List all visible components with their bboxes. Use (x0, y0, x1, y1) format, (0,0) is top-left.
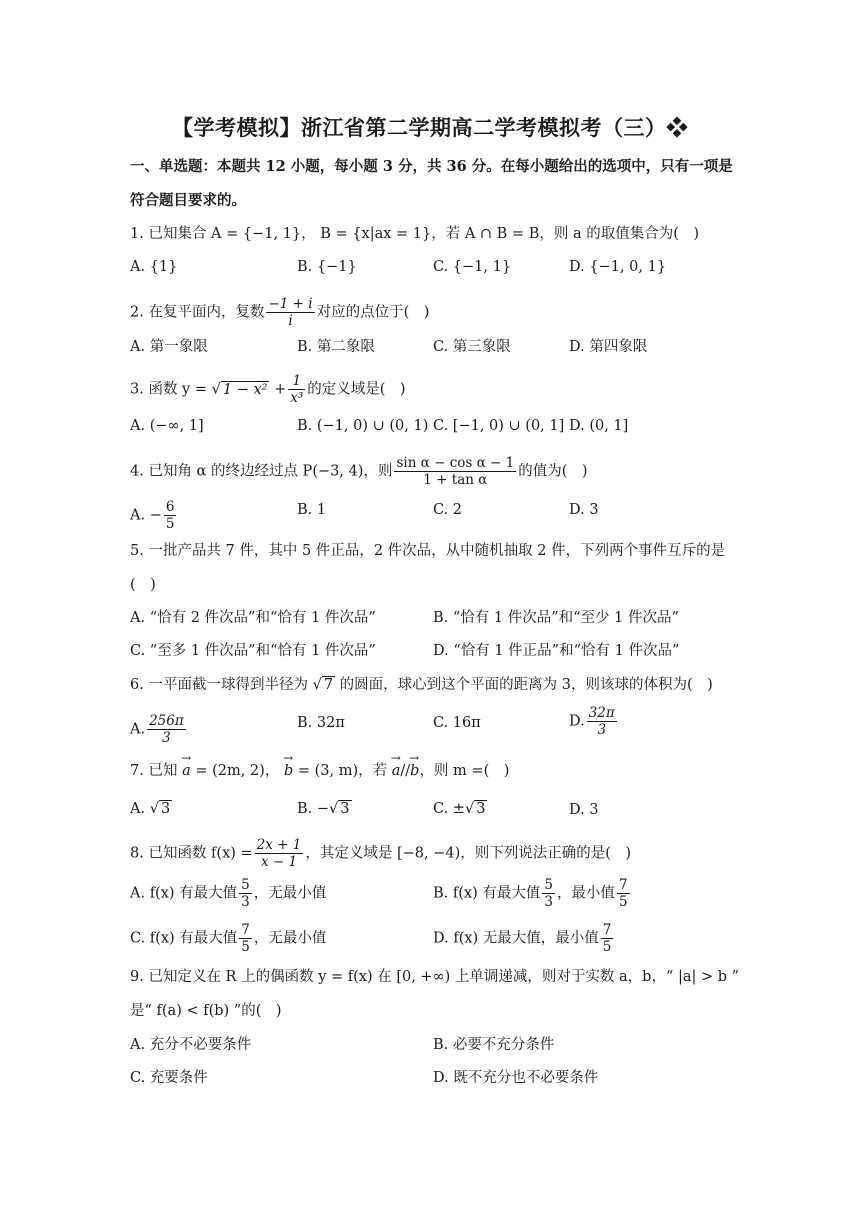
question-3-fraction (288, 373, 305, 406)
question-6-option-d-den: 3 (597, 722, 607, 738)
question-6-option-d-pre: D. (569, 713, 585, 730)
question-8-option-a-num: 5 (241, 877, 250, 893)
question-4-option-a (130, 499, 178, 532)
question-8-option-a-post: ，无最小值 (253, 885, 327, 902)
question-1-option-c: C. {−1, 1} (433, 259, 512, 275)
question-3-radicand: 1 − x² (222, 381, 268, 398)
question-2-denominator: i (288, 313, 293, 329)
question-7-mid1: = (2m, 2)， (195, 763, 280, 779)
question-8-option-d (433, 922, 615, 955)
question-6-pre: 6. 一平面截一球得到半径为 (130, 677, 308, 693)
question-8-option-c (130, 922, 326, 955)
question-2-numerator: −1 + i (268, 296, 313, 312)
question-3-pre: 3. 函数 y = (130, 381, 208, 398)
question-2-stem (130, 296, 429, 329)
question-2-option-c: C. 第三象限 (433, 339, 511, 355)
question-7-option-a-radicand: 3 (160, 801, 171, 817)
question-2-option-d: D. 第四象限 (569, 339, 648, 355)
question-3-option-d: D. (0, 1] (569, 418, 629, 434)
question-2-pre: 2. 在复平面内，复数 (130, 304, 265, 321)
question-6-option-c: C. 16π (433, 715, 481, 731)
question-5-option-b: B. “恰有 1 件次品”和“至少 1 件次品” (433, 610, 679, 626)
section-heading-line2: 符合题目要求的。 (130, 192, 246, 209)
question-1-stem: 1. 已知集合 A = {−1, 1}， B = {x|ax = 1}，若 A ∩ B = B，则 a 的取值集合为( ) (130, 226, 700, 242)
question-7-option-c-pre: C. ± (433, 801, 465, 817)
question-6-post: 的圆面，球心到这个平面的距离为 3，则该球的体积为( ) (339, 677, 713, 693)
question-9-option-c: C. 充要条件 (130, 1070, 208, 1086)
question-8-pre: 8. 已知函数 f(x) = (130, 845, 253, 862)
question-7-option-b-radicand: 3 (340, 801, 350, 817)
question-4-option-a-den: 5 (165, 516, 175, 532)
question-5-option-d: D. “恰有 1 件正品”和“恰有 1 件次品” (433, 643, 680, 659)
sqrt-sign: √ (329, 801, 339, 817)
question-7-option-a-pre: A. (130, 801, 146, 817)
vector-a: → a (182, 761, 191, 781)
question-8-option-b (433, 877, 632, 910)
sqrt-sign: √ (312, 677, 322, 693)
question-8-option-b-pre: B. f(x) 有最大值 (433, 885, 541, 902)
question-7-option-c (433, 799, 487, 819)
question-8-option-b-fraction2 (617, 877, 630, 910)
question-5-option-a: A. “恰有 2 件次品”和“恰有 1 件次品” (130, 610, 376, 626)
section-heading-line1: 一、单选题：本题共 12 小题，每小题 3 分，共 36 分。在每小题给出的选项中，只有一项是 (130, 158, 733, 175)
question-8-fraction (255, 837, 304, 870)
question-4-stem (130, 455, 588, 488)
question-6-stem (130, 675, 713, 695)
question-4-option-a-fraction (164, 499, 177, 532)
question-4-option-c: C. 2 (433, 502, 463, 518)
question-8-post: ，其定义域是 [−8, −4)，则下列说法正确的是( ) (305, 845, 632, 862)
question-9-option-a: A. 充分不必要条件 (130, 1037, 252, 1053)
question-7-mid2: = (3, m)，若 (297, 763, 388, 779)
vector-b: → b (284, 761, 293, 781)
question-9-option-b: B. 必要不充分条件 (433, 1037, 555, 1053)
question-3-numerator: 1 (288, 373, 305, 390)
question-8-option-c-pre: C. f(x) 有最大值 (130, 930, 238, 947)
sqrt-sign: √ (464, 801, 475, 817)
question-8-option-b-den: 3 (544, 894, 553, 910)
question-5-stem-cont: ( ) (130, 577, 156, 593)
question-7-option-c-radicand: 3 (476, 801, 486, 817)
question-5-option-c: C. “至多 1 件次品”和“恰有 1 件次品” (130, 643, 376, 659)
question-2-post: 对应的点位于( ) (316, 304, 430, 321)
question-7-pre: 7. 已知 (130, 763, 178, 779)
question-8-option-c-den: 5 (241, 939, 250, 955)
question-2-option-b: B. 第二象限 (297, 339, 375, 355)
question-6-option-a-den: 3 (162, 730, 171, 746)
question-2-fraction (266, 296, 314, 329)
question-2-option-a: A. 第一象限 (130, 339, 208, 355)
question-8-option-a-pre: A. f(x) 有最大值 (130, 885, 238, 902)
question-8-option-a (130, 877, 326, 910)
question-8-option-c-post: ，无最小值 (253, 930, 327, 947)
page-title: 【学考模拟】浙江省第二学期高二学考模拟考（三）❖ (172, 115, 688, 140)
question-6-option-a-fraction (147, 713, 186, 746)
question-6-radicand: 7 (323, 677, 334, 693)
question-8-option-c-num: 7 (241, 922, 250, 938)
question-1-option-d: D. {−1, 0, 1} (569, 259, 667, 275)
question-6-option-d-num: 32π (588, 705, 615, 721)
question-4-pre: 4. 已知角 α 的终边经过点 P(−3, 4)，则 (130, 463, 393, 480)
question-7-stem (130, 761, 509, 781)
question-6-option-a (130, 713, 188, 746)
question-6-option-d (569, 705, 619, 738)
question-8-option-b-num: 5 (544, 877, 553, 893)
question-5-stem: 5. 一批产品共 7 件，其中 5 件正品，2 件次品，从中随机抽取 2 件，下列两个事件互斥的是 (130, 543, 726, 559)
question-4-post: 的值为( ) (518, 463, 588, 480)
question-7-option-a (130, 799, 172, 819)
question-8-stem (130, 837, 631, 870)
question-4-option-a-pre: A. − (130, 507, 162, 524)
question-8-denominator: x − 1 (260, 854, 298, 870)
question-1-option-b: B. {−1} (297, 259, 357, 275)
question-3-plus: + (274, 381, 287, 398)
question-8-option-c-fraction (239, 922, 252, 955)
question-7-post: ，则 m =( ) (419, 763, 510, 779)
parallel-sign: // (400, 763, 411, 779)
question-8-option-b-mid: ，最小值 (556, 885, 615, 902)
question-7-option-b (297, 799, 352, 819)
question-6-option-a-num: 256π (149, 713, 184, 729)
question-3-option-c: C. [−1, 0) ∪ (0, 1] (433, 418, 565, 434)
vector-b: → b (410, 761, 419, 781)
question-9-stem: 9. 已知定义在 R 上的偶函数 y = f(x) 在 [0, +∞) 上单调递减，则对于实数 a，b，“ |a| > b ” (130, 969, 740, 985)
question-8-numerator: 2x + 1 (256, 837, 302, 853)
question-4-fraction (394, 455, 516, 488)
question-7-option-b-pre: B. − (297, 801, 330, 817)
question-3-stem (130, 373, 406, 406)
question-8-option-d-pre: D. f(x) 无最大值，最小值 (433, 930, 599, 947)
question-9-stem-cont: 是“ f(a) < f(b) ”的( ) (130, 1003, 282, 1019)
question-6-option-a-pre: A. (130, 721, 146, 738)
question-3-post: 的定义域是( ) (307, 381, 406, 398)
question-8-option-b-fraction (542, 877, 555, 910)
question-4-numerator: sin α − cos α − 1 (396, 455, 515, 471)
question-3-option-b: B. (−1, 0) ∪ (0, 1) (297, 418, 429, 434)
question-4-denominator: 1 + tan α (423, 472, 488, 488)
question-8-option-d-num: 7 (602, 922, 612, 938)
question-8-option-a-den: 3 (241, 894, 250, 910)
question-6-option-d-fraction (587, 705, 617, 738)
question-3-denominator: x³ (290, 390, 304, 406)
question-4-option-b: B. 1 (297, 502, 327, 518)
question-8-option-b-num2: 7 (618, 877, 628, 893)
question-7-option-d: D. 3 (569, 802, 599, 818)
question-8-option-d-den: 5 (602, 939, 612, 955)
question-4-option-a-num: 6 (165, 499, 175, 515)
question-1-option-a: A. {1} (130, 259, 178, 275)
sqrt-sign: √ (149, 801, 159, 817)
question-3-option-a: A. (−∞, 1] (130, 418, 204, 434)
question-9-option-d: D. 既不充分也不必要条件 (433, 1070, 599, 1086)
question-8-option-b-den2: 5 (618, 894, 628, 910)
question-4-option-d: D. 3 (569, 502, 599, 518)
question-8-option-a-fraction (239, 877, 252, 910)
question-6-option-b: B. 32π (297, 715, 345, 731)
vector-a: → a (392, 761, 401, 781)
question-8-option-d-fraction (601, 922, 614, 955)
sqrt-sign: √ (211, 381, 221, 398)
